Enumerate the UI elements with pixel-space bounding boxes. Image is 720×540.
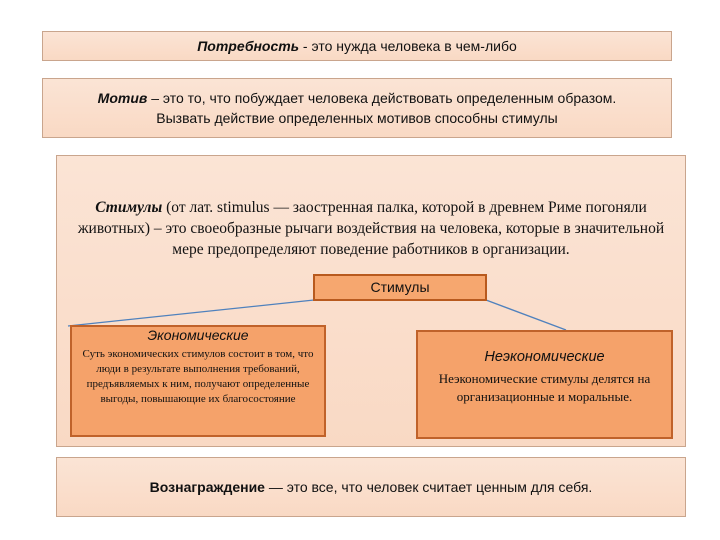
need-term: Потребность xyxy=(197,38,300,54)
reward-text: — это все, что человек считает ценным для себя. xyxy=(264,479,593,495)
stimuli-text: (от лат. stimulus — заостренная палка, которой в древнем Риме погоняли животных) – это своеобразные рычаги воздействия на человека, которые в значительной мере предопределяют поведение работников в организации. xyxy=(77,199,665,258)
stimuli-label-box xyxy=(313,274,487,301)
connector-right xyxy=(486,300,566,330)
motive-text-line2: Вызвать действие определенных мотивов способны стимулы xyxy=(156,110,558,126)
noneconomic-box xyxy=(416,330,673,439)
reward-term: Вознаграждение xyxy=(149,479,265,495)
stimuli-label: Стимулы xyxy=(370,279,430,295)
economic-text: Суть экономических стимулов состоит в том, что люди в результате выполнения требований, предъявляемых к ним, получают определенные выгоды, повышающие их благосостояние xyxy=(82,348,314,405)
reward-definition-box xyxy=(56,457,686,517)
economic-box xyxy=(70,325,326,437)
motive-text: – это то, что побуждает человека действовать определенным образом. xyxy=(147,90,617,106)
economic-title: Экономические xyxy=(147,327,249,343)
noneconomic-title: Неэкономические xyxy=(484,349,605,365)
noneconomic-text: Неэкономические стимулы делятся на организационные и моральные. xyxy=(438,371,651,404)
stimuli-term: Стимулы xyxy=(95,199,163,216)
motive-term: Мотив xyxy=(97,90,148,106)
need-text: - это нужда человека в чем-либо xyxy=(299,38,517,54)
connector-left xyxy=(68,300,314,326)
